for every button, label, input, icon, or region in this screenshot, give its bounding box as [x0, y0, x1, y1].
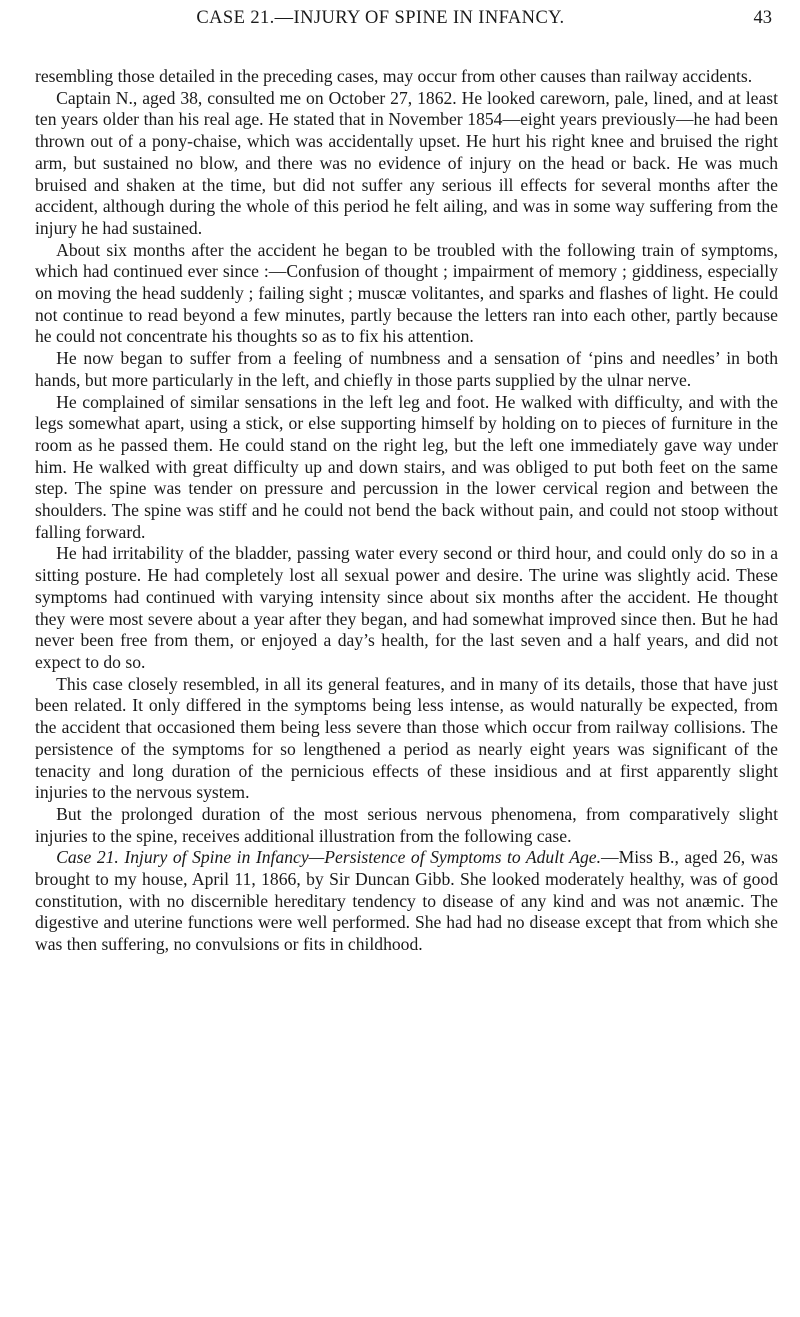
paragraph: This case closely resembled, in all its general features, and in many of its details, those that have just been related. It only differed in the symptoms being less intense, as would naturally be expected, from the accident that occasioned them being less severe than those which occur from railway collisions. The persistence of the symptoms for so lengthened a period as nearly eight years was significant of the tenacity and long duration of the pernicious effects of these insidious and at first apparently slight injuries to the nervous system.	[35, 673, 778, 803]
paragraph: Captain N., aged 38, consulted me on October 27, 1862. He looked careworn, pale, lined, and at least ten years older than his real age. He stated that in November 1854—eight years previously—he had been thrown out of a pony-chaise, which was accidentally upset. He hurt his right knee and bruised the right arm, but sustained no blow, and there was no evidence of injury on the head or back. He was much bruised and shaken at the time, but did not suffer any serious ill effects for several months after the accident, although during the whole of this period he felt ailing, and was in some way suffering from the injury he had sustained.	[35, 87, 778, 238]
paragraph: He had irritability of the bladder, passing water every second or third hour, and could only do so in a sitting posture. He had completely lost all sexual power and desire. The urine was slightly acid. These symptoms had continued with varying intensity since about six months after the accident. He thought they were most severe about a year after they began, and had somewhat improved since then. But he had never been free from them, or enjoyed a day’s health, for the last seven and a half years, and did not expect to do so.	[35, 543, 778, 672]
page-header	[35, 6, 778, 52]
paragraph: resembling those detailed in the preceding cases, may occur from other causes than railway accidents.	[35, 66, 753, 86]
page-number: 43	[753, 8, 772, 28]
paragraph: He complained of similar sensations in the left leg and foot. He walked with difficulty, and with the legs somewhat apart, using a stick, or else supporting himself by holding on to pieces of furniture in the room as he passed them. He could stand on the right leg, but the left one immediately gave way under him. He walked with great difficulty up and down stairs, and was obliged to put both feet on the same step. The spine was tender on pressure and percussion in the lower cervical region and between the shoulders. The spine was stiff and he could not bend the back without pain, and could not stoop without falling forward.	[35, 391, 778, 542]
paragraph: He now began to suffer from a feeling of numbness and a sensation of ‘pins and needles’ in both hands, but more particularly in the left, and chiefly in those parts supplied by the ulnar nerve.	[35, 348, 778, 390]
running-head: CASE 21.—INJURY OF SPINE IN INFANCY.	[196, 8, 565, 28]
paragraph: About six months after the accident he began to be troubled with the following train of symptoms, which had continued ever since :—Confusion of thought ; impairment of memory ; giddiness, especially on moving the head suddenly ; failing sight ; muscæ volitantes, and sparks and flashes of light. He could not continue to read beyond a few minutes, partly because the letters ran into each other, partly because he could not concentrate his thoughts so as to fix his attention.	[35, 239, 778, 347]
case-heading: Case 21. Injury of Spine in Infancy—Persistence of Symptoms to Adult Age.	[56, 847, 601, 868]
body-text	[35, 66, 778, 956]
paragraph: But the prolonged duration of the most serious nervous phenomena, from comparatively slight injuries to the spine, receives additional illustration from the following case.	[35, 803, 778, 846]
case-paragraph	[35, 847, 778, 956]
case-text: —Miss B., aged 26, was brought to my house, April 11, 1866, by Sir Duncan Gibb. She looked moderately healthy, was of good constitution, with no discernible hereditary tendency to disease of any kind and was not anæmic. The digestive and uterine functions were well performed. She had had no disease except that from which she was then suffering, no convulsions or fits in childhood.	[35, 847, 778, 955]
